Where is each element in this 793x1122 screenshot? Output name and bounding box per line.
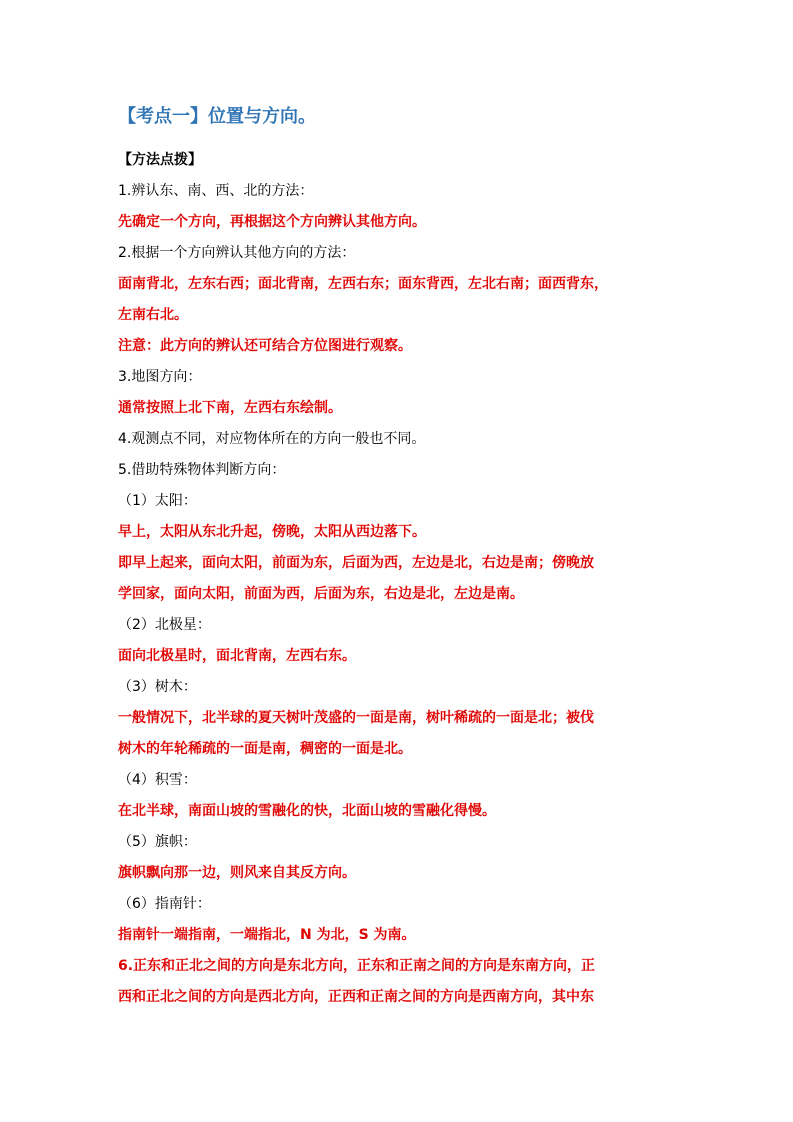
text-line: 指南针一端指南，一端指北，N 为北，S 为南。 [118,927,416,943]
text-line: 先确定一个方向，再根据这个方向辨认其他方向。 [118,214,426,230]
text-line: 通常按照上北下南，左西右东绘制。 [118,400,342,416]
text-line: 在北半球，南面山坡的雪融化的快，北面山坡的雪融化得慢。 [118,803,496,819]
text-line: 旗帜飘向那一边，则风来自其反方向。 [118,865,356,881]
text-line: 一般情况下，北半球的夏天树叶茂盛的一面是南，树叶稀疏的一面是北；被伐 [118,710,594,726]
section-label: 【方法点拨】 [118,152,202,168]
text-line: 早上，太阳从东北升起，傍晚，太阳从西边落下。 [118,524,426,540]
text-line: 2.根据一个方向辨认其他方向的方法： [118,245,356,261]
text-line: 1.辨认东、南、西、北的方法： [118,183,314,199]
text-line: 注意：此方向的辨认还可结合方位图进行观察。 [118,338,412,354]
text-line: 面南背北，左东右西；面北背南，左西右东；面东背西，左北右南；面西背东， [118,276,608,292]
topic-heading: 【考点一】位置与方向。 [118,106,316,127]
text-line: （6）指南针： [118,896,211,912]
text-line: （4）积雪： [118,772,197,788]
text-line: 面向北极星时，面北背南，左西右东。 [118,648,356,664]
method-lines [118,176,688,1013]
text-line: 即早上起来，面向太阳，前面为东，后面为西，左边是北，右边是南；傍晚放 [118,555,594,571]
text-line: 树木的年轮稀疏的一面是南，稠密的一面是北。 [118,741,412,757]
text-line: （1）太阳： [118,493,197,509]
text-line: 4.观测点不同，对应物体所在的方向一般也不同。 [118,431,426,447]
text-line: （5）旗帜： [118,834,197,850]
text-line: 6.正东和正北之间的方向是东北方向，正东和正南之间的方向是东南方向，正 [118,958,596,974]
text-line: 学回家，面向太阳，前面为西，后面为东，右边是北，左边是南。 [118,586,524,602]
text-line: 左南右北。 [118,307,188,323]
text-line: 3.地图方向： [118,369,202,385]
text-line: （2）北极星： [118,617,211,633]
method-section [118,145,688,1013]
text-line: （3）树木： [118,679,197,695]
text-line: 5.借助特殊物体判断方向： [118,462,286,478]
text-line: 西和正北之间的方向是西北方向，正西和正南之间的方向是西南方向，其中东 [118,989,594,1005]
